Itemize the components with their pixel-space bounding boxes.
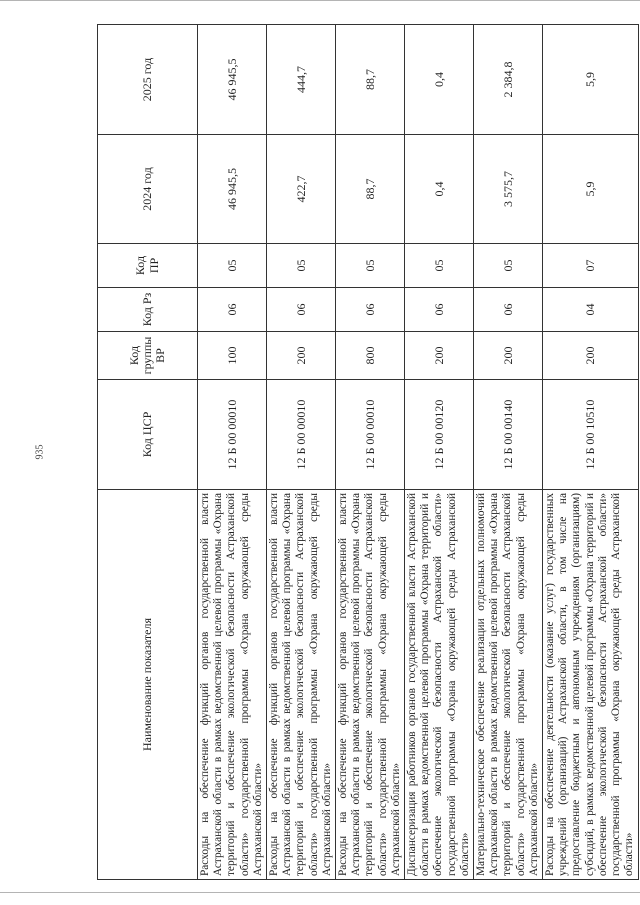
budget-table [97, 24, 639, 880]
row-pr: 05 [474, 244, 543, 288]
row-csr: 12 Б 00 00010 [198, 380, 267, 490]
header-rz: Код Рз [98, 288, 198, 332]
row-csr: 12 Б 00 00140 [474, 380, 543, 490]
row-pr: 05 [267, 244, 336, 288]
row-name: Расходы на обеспечение деятельности (оказание услуг) государственных учреждений (организаций) Астраханской области, в том числе на предоставление бюджетным и автономным учреждениям (организациям) субсидий, в рамках ведомственной целевой программы «Охрана территорий и обеспечение экологической безопасности Астраханской области» государственной программы «Охрана окружающей среды Астраханской области» [543, 490, 638, 880]
row-rz: 06 [405, 288, 474, 332]
table-row [474, 25, 543, 880]
row-2024: 422,7 [267, 135, 336, 244]
row-2024: 46 945,5 [198, 135, 267, 244]
header-2024: 2024 год [98, 135, 198, 244]
row-vr: 100 [198, 332, 267, 380]
table-row [336, 25, 405, 880]
table-header-row [98, 25, 198, 880]
table-row [267, 25, 336, 880]
row-name: Расходы на обеспечение функций органов государственной власти Астраханской области в рамках ведомственной целевой программы «Охрана территорий и обеспечение экологической безопасности Астраханской области» государственной программы «Охрана окружающей среды Астраханской области» [336, 490, 405, 880]
row-2024: 88,7 [336, 135, 405, 244]
bottom-scan-line [0, 892, 640, 893]
row-name: Диспансеризация работников органов государственной власти Астраханской области в рамках ведомственной целевой программы «Охрана территорий и обеспечение экологической безопасности Астраханской области» государственной программы «Охрана окружающей среды Астраханской области» [405, 490, 474, 880]
row-rz: 04 [543, 288, 638, 332]
row-name: Материально-техническое обеспечение реализации отдельных полномочий Астраханской области в рамках ведомственной целевой программы «Охрана территорий и обеспечение экологической безопасности Астраханской области» государственной программы «Охрана окружающей среды Астраханской области» [474, 490, 543, 880]
header-csr: Код ЦСР [98, 380, 198, 490]
row-vr: 200 [543, 332, 638, 380]
header-vr: Код группы ВР [98, 332, 198, 380]
row-vr: 200 [267, 332, 336, 380]
row-pr: 07 [543, 244, 638, 288]
row-2024: 0,4 [405, 135, 474, 244]
table-row [543, 25, 638, 880]
row-pr: 05 [336, 244, 405, 288]
row-csr: 12 Б 00 00010 [336, 380, 405, 490]
row-csr: 12 Б 00 10510 [543, 380, 638, 490]
row-2025: 0,4 [405, 25, 474, 135]
header-name: Наименование показателя [98, 490, 198, 880]
row-vr: 800 [336, 332, 405, 380]
header-2025: 2025 год [98, 25, 198, 135]
row-2024: 5,9 [543, 135, 638, 244]
row-2025: 444,7 [267, 25, 336, 135]
rotated-table-wrapper [97, 25, 636, 880]
table-row [198, 25, 267, 880]
row-2025: 46 945,5 [198, 25, 267, 135]
table-row [405, 25, 474, 880]
row-2025: 88,7 [336, 25, 405, 135]
row-rz: 06 [336, 288, 405, 332]
row-2025: 5,9 [543, 25, 638, 135]
row-csr: 12 Б 00 00010 [267, 380, 336, 490]
row-2024: 3 575,7 [474, 135, 543, 244]
row-rz: 06 [474, 288, 543, 332]
row-csr: 12 Б 00 00120 [405, 380, 474, 490]
top-edge [0, 0, 640, 1]
row-vr: 200 [405, 332, 474, 380]
row-vr: 200 [474, 332, 543, 380]
row-rz: 06 [267, 288, 336, 332]
row-pr: 05 [405, 244, 474, 288]
row-2025: 2 384,8 [474, 25, 543, 135]
row-name: Расходы на обеспечение функций органов государственной власти Астраханской области в рамках ведомственной целевой программы «Охрана территорий и обеспечение экологической безопасности Астраханской области» государственной программы «Охрана окружающей среды Астраханской области» [198, 490, 267, 880]
row-name: Расходы на обеспечение функций органов государственной власти Астраханской области в рамках ведомственной целевой программы «Охрана территорий и обеспечение экологической безопасности Астраханской области» государственной программы «Охрана окружающей среды Астраханской области» [267, 490, 336, 880]
page-number: 935 [34, 444, 46, 460]
header-pr: Код ПР [98, 244, 198, 288]
row-rz: 06 [198, 288, 267, 332]
row-pr: 05 [198, 244, 267, 288]
